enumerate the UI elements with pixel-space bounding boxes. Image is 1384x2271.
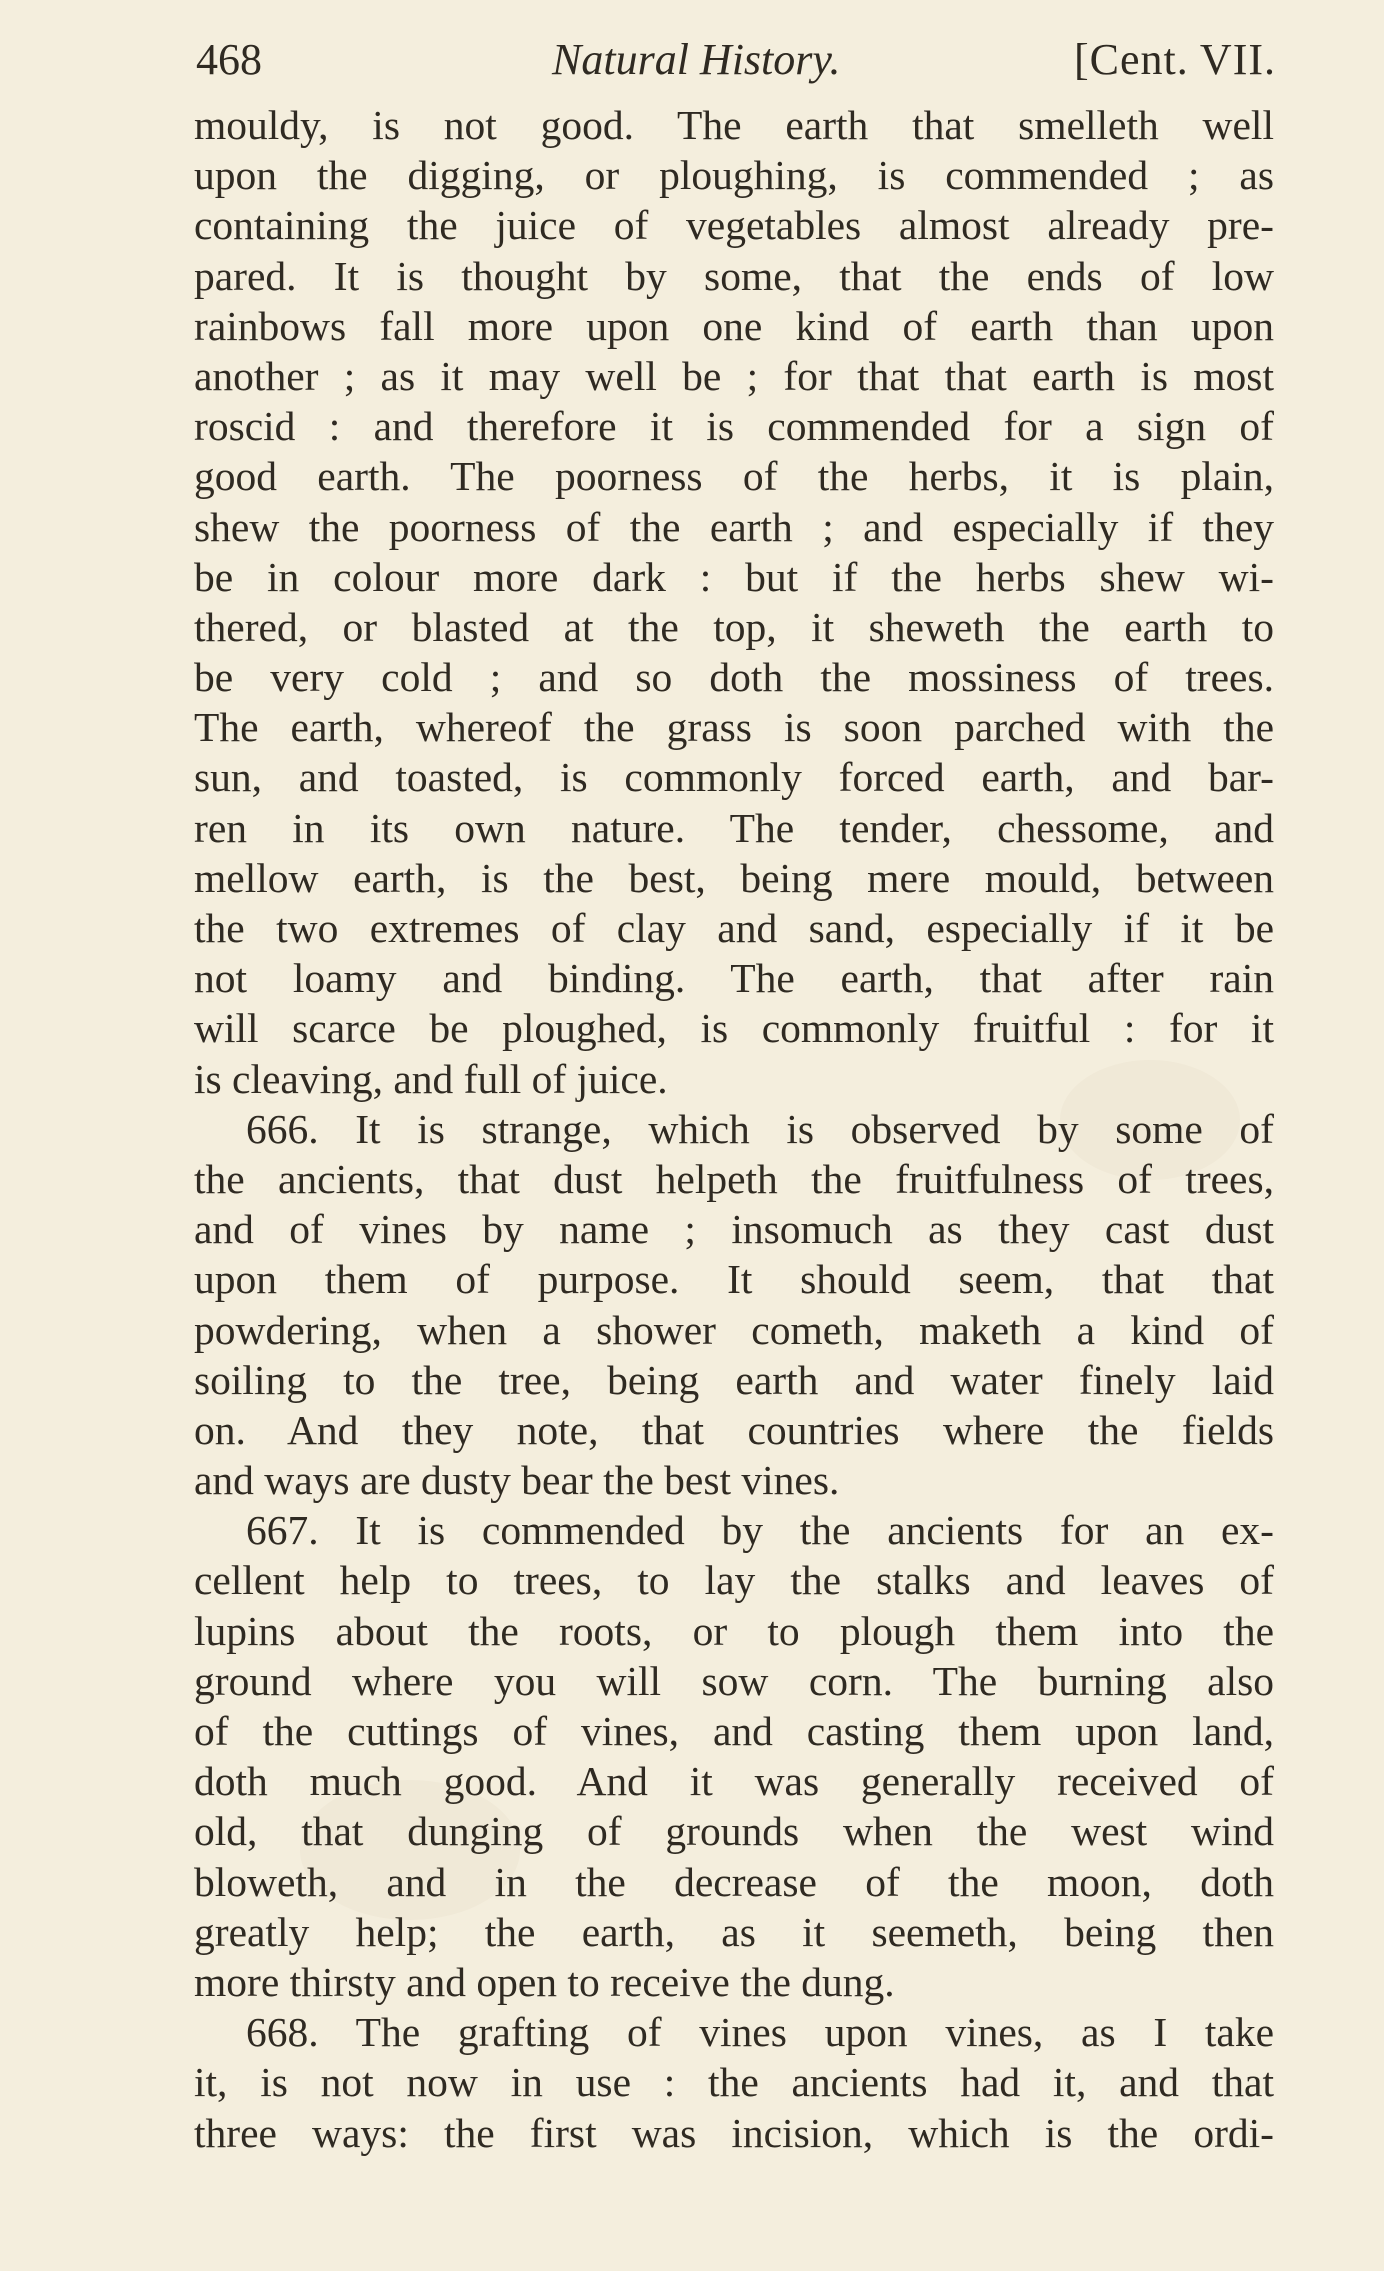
paragraph-667-start: 667. It is commended by the ancients for an ex-: [246, 1507, 1274, 1554]
text-line: will scarce be ploughed, is commonly fruitful : for it: [194, 1005, 1274, 1052]
text-line: the two extremes of clay and sand, especially if it be: [194, 905, 1274, 951]
text-line: doth much good. And it was generally received of: [194, 1758, 1274, 1805]
text-line: lupins about the roots, or to plough them into the: [194, 1607, 1274, 1654]
text-line: another ; as it may well be ; for that that earth is most: [194, 352, 1274, 399]
text-line: greatly help; the earth, as it seemeth, being then: [194, 1908, 1274, 1955]
text-line: powdering, when a shower cometh, maketh a kind of: [194, 1306, 1274, 1353]
text-line: pared. It is thought by some, that the ends of low: [194, 252, 1274, 299]
text-line: The earth, whereof the grass is soon parched with the: [194, 704, 1274, 751]
text-line: three ways: the first was incision, which is the ordi-: [194, 2109, 1274, 2156]
text-line: of the cuttings of vines, and casting them upon land,: [194, 1708, 1274, 1754]
text-line: sun, and toasted, is commonly forced earth, and bar-: [194, 754, 1274, 801]
text-line: bloweth, and in the decrease of the moon, doth: [194, 1858, 1274, 1905]
text-line: ground where you will sow corn. The burning also: [194, 1657, 1274, 1704]
text-line: upon the digging, or ploughing, is commended ; as: [194, 152, 1274, 199]
text-line: mellow earth, is the best, being mere mould, between: [194, 854, 1274, 901]
paragraph-666-start: 666. It is strange, which is observed by some of: [246, 1105, 1274, 1152]
text-line: and of vines by name ; insomuch as they cast dust: [194, 1206, 1274, 1253]
body-text: [194, 100, 1274, 2158]
text-line: is cleaving, and full of juice.: [194, 1055, 668, 1102]
text-line: shew the poorness of the earth ; and especially if they: [194, 503, 1274, 550]
text-line: containing the juice of vegetables almost already pre-: [194, 202, 1274, 249]
page-number: 468: [196, 35, 262, 84]
section-label: [Cent. VII.: [1073, 35, 1276, 84]
text-line: cellent help to trees, to lay the stalks and leaves of: [194, 1557, 1274, 1604]
text-line: thered, or blasted at the top, it sheweth the earth to: [194, 603, 1274, 650]
text-line: more thirsty and open to receive the dung.: [194, 1958, 895, 2005]
text-line: and ways are dusty bear the best vines.: [194, 1457, 840, 1504]
running-header: [196, 30, 1276, 90]
running-title: Natural History.: [552, 35, 841, 84]
text-line: roscid : and therefore it is commended for a sign of: [194, 403, 1274, 450]
text-line: good earth. The poorness of the herbs, it is plain,: [194, 453, 1274, 500]
text-line: soiling to the tree, being earth and water finely laid: [194, 1356, 1274, 1403]
text-line: not loamy and binding. The earth, that after rain: [194, 955, 1274, 1002]
text-line: rainbows fall more upon one kind of earth than upon: [194, 302, 1274, 349]
text-line: be in colour more dark : but if the herbs shew wi-: [194, 553, 1274, 600]
text-line: be very cold ; and so doth the mossiness of trees.: [194, 654, 1274, 701]
text-line: old, that dunging of grounds when the west wind: [194, 1808, 1274, 1855]
text-line: on. And they note, that countries where the fields: [194, 1406, 1274, 1453]
text-line: upon them of purpose. It should seem, that that: [194, 1256, 1274, 1303]
text-line: it, is not now in use : the ancients had it, and that: [194, 2059, 1274, 2106]
text-line: the ancients, that dust helpeth the fruitfulness of trees,: [194, 1155, 1274, 1202]
text-line: ren in its own nature. The tender, chessome, and: [194, 804, 1274, 851]
text-line: mouldy, is not good. The earth that smelleth well: [194, 102, 1274, 148]
paragraph-668-start: 668. The grafting of vines upon vines, as I take: [246, 2009, 1274, 2056]
